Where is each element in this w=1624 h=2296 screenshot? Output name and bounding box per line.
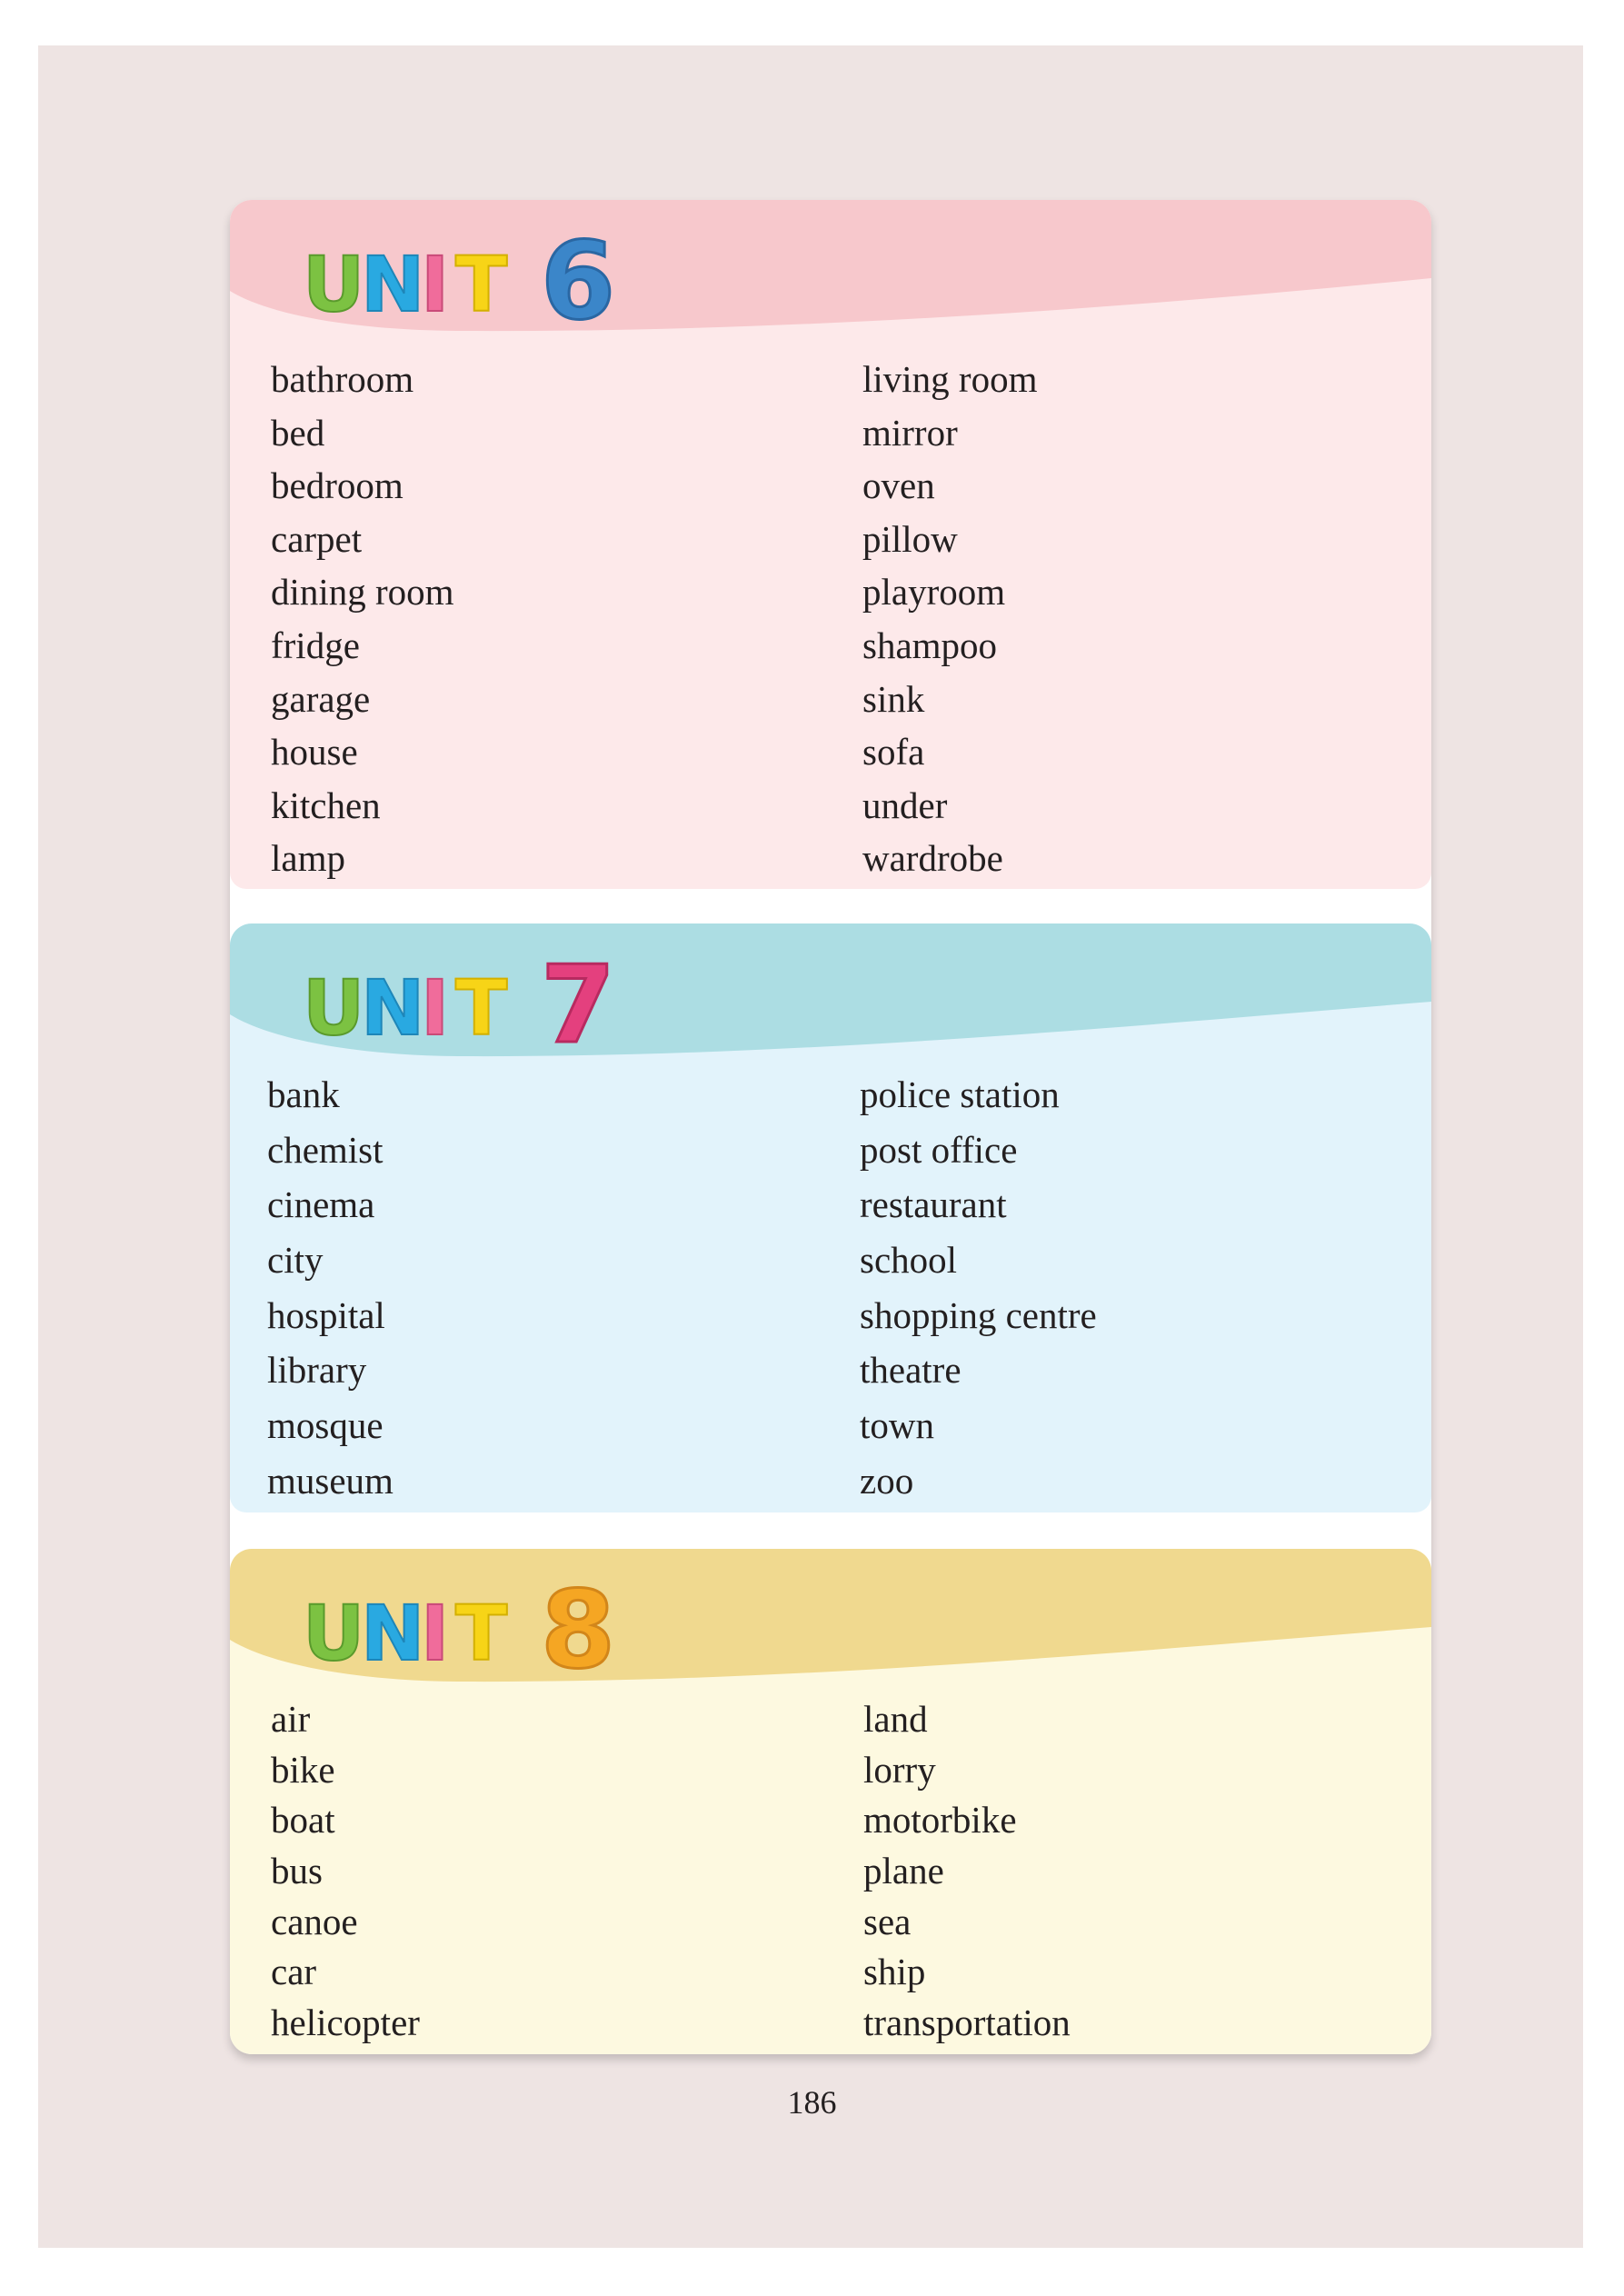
list-item: school: [860, 1239, 958, 1282]
list-item: ship: [863, 1951, 926, 1993]
list-item: cinema: [267, 1183, 375, 1226]
list-item: living room: [862, 358, 1038, 400]
list-item: restaurant: [860, 1183, 1007, 1226]
list-item: library: [267, 1349, 367, 1392]
unit-7-left-words: [267, 1067, 394, 1509]
unit-letter-n: N: [361, 963, 425, 1049]
list-item: under: [862, 784, 948, 826]
unit-letter-t: T: [455, 963, 508, 1049]
list-item: transportation: [863, 2002, 1071, 2044]
list-item: zoo: [860, 1459, 914, 1502]
list-item: car: [271, 1951, 317, 1993]
unit-8-right-words: [863, 1694, 1071, 2049]
list-item: fridge: [271, 624, 360, 666]
list-item: hospital: [267, 1293, 385, 1336]
unit-number: 6: [541, 218, 616, 325]
unit-number: 8: [541, 1567, 616, 1674]
list-item: city: [267, 1239, 324, 1282]
unit-letter-i: I: [421, 963, 450, 1049]
unit-8-left-words: [271, 1694, 420, 2049]
list-item: bathroom: [271, 358, 414, 400]
list-item: bike: [271, 1748, 335, 1791]
list-item: bed: [271, 411, 325, 454]
list-item: helicopter: [271, 2002, 420, 2044]
page-number: 186: [787, 2084, 837, 2121]
list-item: carpet: [271, 517, 363, 560]
list-item: land: [863, 1698, 928, 1740]
list-item: shopping centre: [860, 1293, 1097, 1336]
unit-7-title: [303, 940, 666, 1049]
list-item: garage: [271, 677, 371, 720]
list-item: mosque: [267, 1404, 384, 1447]
list-item: lamp: [271, 837, 345, 880]
unit-letter-u: U: [303, 963, 365, 1049]
list-item: oven: [862, 464, 935, 507]
list-item: bus: [271, 1850, 323, 1892]
unit-number: 7: [541, 942, 616, 1049]
list-item: post office: [860, 1128, 1018, 1171]
list-item: sink: [862, 677, 925, 720]
list-item: dining room: [271, 571, 454, 614]
list-item: kitchen: [271, 784, 381, 826]
list-item: theatre: [860, 1349, 961, 1392]
unit-letter-u: U: [303, 240, 365, 325]
list-item: pillow: [862, 517, 958, 560]
list-item: town: [860, 1404, 934, 1447]
list-item: canoe: [271, 1900, 358, 1942]
unit-letter-t: T: [455, 1589, 508, 1674]
list-item: bedroom: [271, 464, 404, 507]
unit-6-left-words: [271, 353, 454, 885]
list-item: bank: [267, 1073, 340, 1115]
list-item: police station: [860, 1073, 1060, 1115]
list-item: lorry: [863, 1748, 936, 1791]
list-item: chemist: [267, 1128, 384, 1171]
list-item: boat: [271, 1799, 335, 1842]
unit-letter-u: U: [303, 1589, 365, 1674]
unit-letter-n: N: [361, 240, 425, 325]
unit-7-section: [230, 923, 1431, 1512]
unit-8-section: [230, 1549, 1431, 2054]
list-item: playroom: [862, 571, 1006, 614]
list-item: mirror: [862, 411, 958, 454]
list-item: wardrobe: [862, 837, 1003, 880]
list-item: motorbike: [863, 1799, 1017, 1842]
unit-letter-i: I: [421, 240, 450, 325]
unit-7-right-words: [860, 1067, 1097, 1509]
list-item: house: [271, 731, 358, 774]
unit-6-right-words: [862, 353, 1037, 885]
unit-8-title: [303, 1565, 666, 1674]
list-item: plane: [863, 1850, 944, 1892]
vocabulary-card: [230, 200, 1431, 2054]
unit-letter-t: T: [455, 240, 508, 325]
unit-letter-i: I: [421, 1589, 450, 1674]
unit-6-title: [303, 216, 666, 325]
list-item: shampoo: [862, 624, 998, 666]
unit-6-section: [230, 200, 1431, 889]
list-item: sea: [863, 1900, 912, 1942]
unit-letter-n: N: [361, 1589, 425, 1674]
list-item: museum: [267, 1459, 394, 1502]
list-item: air: [271, 1698, 311, 1740]
list-item: sofa: [862, 731, 925, 774]
